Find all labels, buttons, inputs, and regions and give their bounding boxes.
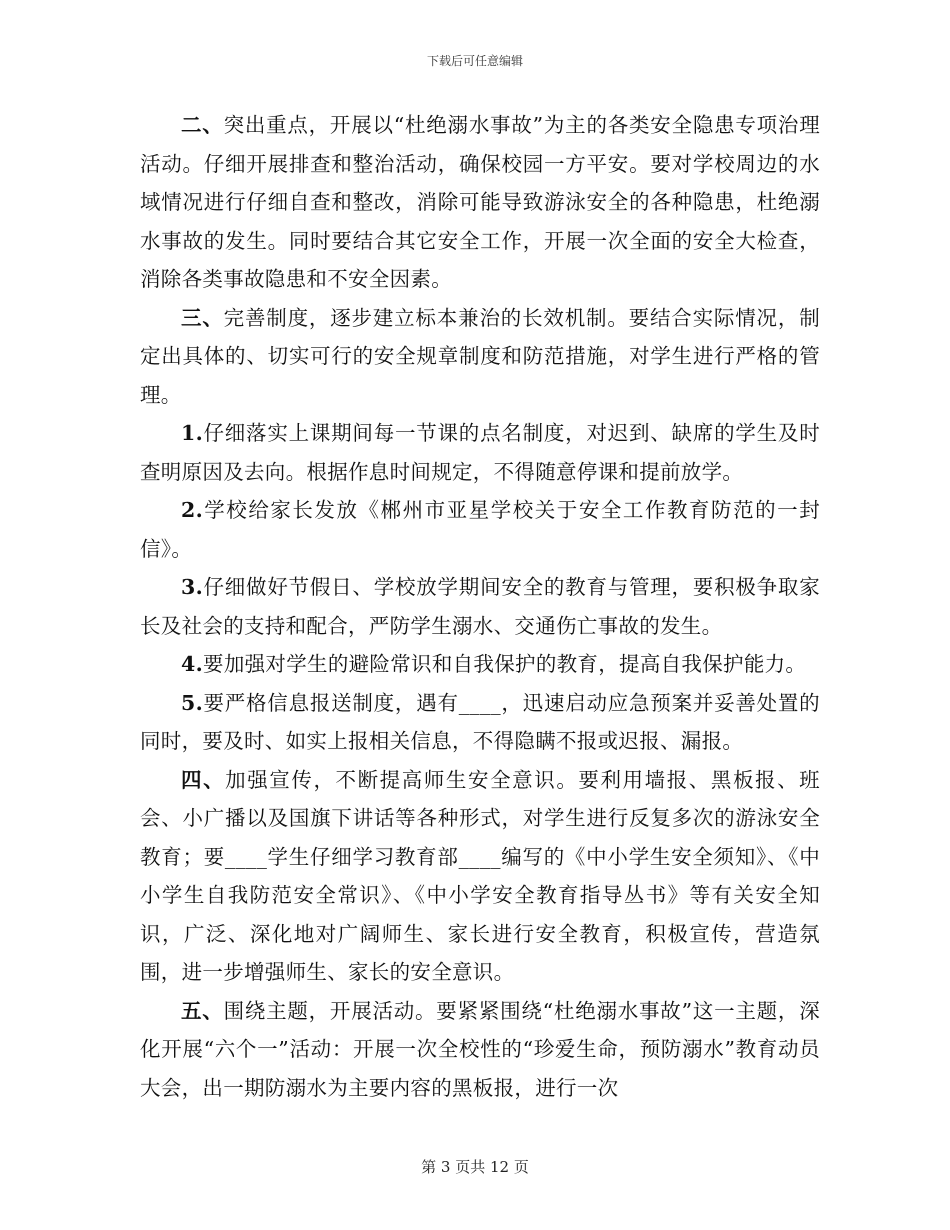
paragraph-section-5 <box>140 992 820 1108</box>
paragraph-lead: 五、 <box>181 998 224 1023</box>
paragraph-item-5 <box>140 684 820 761</box>
paragraph-lead: 4. <box>181 652 204 676</box>
paragraph-text: 完善制度，逐步建立标本兼治的长效机制。要结合实际情况，制定出具体的、切实可行的安全规章制度和防范措施，对学生进行严格的管理。 <box>140 305 820 407</box>
paragraph-section-4 <box>140 761 820 992</box>
paragraph-item-2 <box>140 491 820 568</box>
paragraph-item-1 <box>140 414 820 491</box>
page-header: 下载后可任意编辑 <box>426 54 523 68</box>
paragraph-text: 仔细做好节假日、学校放学期间安全的教育与管理，要积极争取家长及社会的支持和配合，严防学生溺水、交通伤亡事故的发生。 <box>140 575 820 638</box>
paragraph-lead: 2. <box>181 498 204 522</box>
paragraph-text: 要加强对学生的避险常识和自我保护的教育，提高自我保护能力。 <box>203 652 807 676</box>
paragraph-section-2 <box>140 106 820 299</box>
paragraph-text: 学校给家长发放《郴州市亚星学校关于安全工作教育防范的一封信》。 <box>140 498 820 561</box>
paragraph-text: 仔细落实上课期间每一节课的点名制度，对迟到、缺席的学生及时查明原因及去向。根据作息时间规定，不得随意停课和提前放学。 <box>140 421 820 484</box>
paragraph-lead: 3. <box>181 575 204 599</box>
paragraph-lead: 5. <box>181 690 204 715</box>
paragraph-lead: 四、 <box>181 767 226 792</box>
paragraph-item-4 <box>140 645 820 684</box>
paragraph-lead: 三、 <box>181 305 224 330</box>
paragraph-text: 突出重点，开展以“杜绝溺水事故”为主的各类安全隐患专项治理活动。仔细开展排查和整治活动，确保校园一方平安。要对学校周边的水域情况进行仔细自查和整改，消除可能导致游泳安全的各种隐患，杜绝溺水事故的发生。同时要结合其它安全工作，开展一次全面的安全大检查，消除各类事故隐患和不安全因素。 <box>140 113 820 291</box>
page-footer: 第 3 页共 12 页 <box>421 1158 529 1176</box>
paragraph-text: 要严格信息报送制度，遇有____，迅速启动应急预案并妥善处置的同时，要及时、如实上报相关信息，不得隐瞒不报或迟报、漏报。 <box>140 690 820 753</box>
paragraph-lead: 1. <box>181 421 204 445</box>
paragraph-item-3 <box>140 568 820 645</box>
paragraph-text: 围绕主题，开展活动。要紧紧围绕“杜绝溺水事故”这一主题，深化开展“六个一”活动：开展一次全校性的“珍爱生命，预防溺水”教育动员大会，出一期防溺水为主要内容的黑板报，进行一次 <box>140 998 820 1100</box>
paragraph-section-3 <box>140 299 820 415</box>
paragraph-lead: 二、 <box>181 113 224 137</box>
paragraph-text: 加强宣传，不断提高师生安全意识。要利用墙报、黑板报、班会、小广播以及国旗下讲话等各种形式，对学生进行反复多次的游泳安全教育；要____学生仔细学习教育部____编写的《中小学生安全须知》、《中小学生自我防范安全常识》、《中小学安全教育指导丛书》等有关安全知识，广泛、深化地对广阔师生、家长进行安全教育，积极宣传，营造氛围，进一步增强师生、家长的安全意识。 <box>140 767 820 984</box>
document-body <box>140 106 820 1107</box>
